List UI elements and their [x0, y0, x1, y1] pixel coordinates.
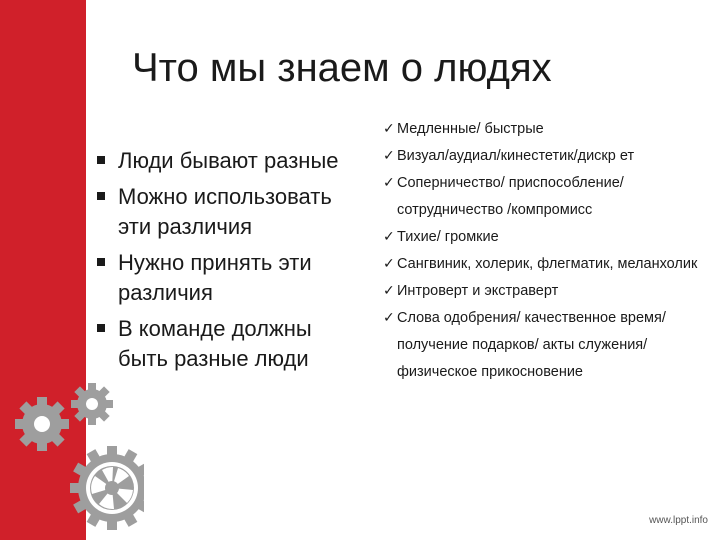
right-check-list [384, 116, 704, 386]
checkmark-icon: ✓ [383, 256, 395, 272]
bullet-text: Нужно принять эти различия [118, 250, 312, 305]
check-text: Сангвиник, холерик, флегматик, меланхолик [397, 256, 698, 272]
bullet-text: Можно использовать эти различия [118, 184, 332, 239]
list-item [384, 278, 704, 305]
square-bullet-icon [97, 156, 105, 164]
footer-link[interactable]: www.lppt.info [649, 515, 708, 526]
square-bullet-icon [97, 258, 105, 266]
bullet-text: Люди бывают разные [118, 148, 339, 173]
gears-icon [14, 380, 144, 530]
check-text: Тихие/ громкие [397, 229, 499, 245]
check-text: Медленные/ быстрые [397, 121, 544, 137]
bullet-text: В команде должны быть разные люди [118, 316, 312, 371]
list-item [384, 251, 704, 278]
square-bullet-icon [97, 192, 105, 200]
list-item [96, 248, 346, 308]
check-text: Слова одобрения/ качественное время/ получение подарков/ акты служения/ физическое прикосновение [397, 310, 666, 380]
list-item [96, 314, 346, 374]
checkmark-icon: ✓ [383, 175, 395, 191]
square-bullet-icon [97, 324, 105, 332]
list-item [96, 146, 346, 176]
list-item [384, 116, 704, 143]
list-item [96, 182, 346, 242]
checkmark-icon: ✓ [383, 229, 395, 245]
checkmark-icon: ✓ [383, 121, 395, 137]
list-item [384, 143, 704, 170]
checkmark-icon: ✓ [383, 283, 395, 299]
left-bullet-list [96, 146, 346, 380]
checkmark-icon: ✓ [383, 310, 395, 326]
list-item [384, 305, 704, 386]
checkmark-icon: ✓ [383, 148, 395, 164]
check-text: Соперничество/ приспособление/сотрудничество /компромисс [397, 175, 624, 218]
list-item [384, 224, 704, 251]
check-text: Интроверт и экстраверт [397, 283, 559, 299]
list-item [384, 170, 704, 224]
check-text: Визуал/аудиал/кинестетик/дискр ет [397, 148, 635, 164]
slide-title: Что мы знаем о людях [132, 46, 552, 90]
